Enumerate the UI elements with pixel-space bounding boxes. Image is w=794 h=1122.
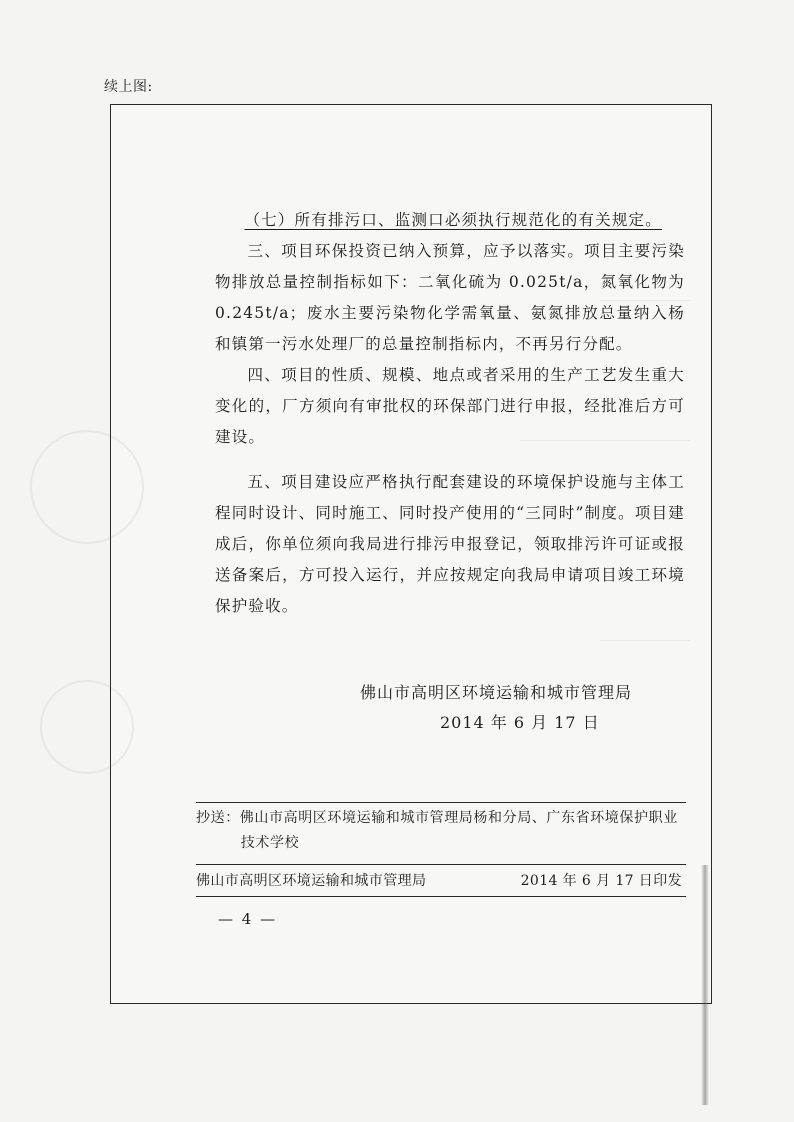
signature-date: 2014 年 6 月 17 日 <box>440 713 600 732</box>
bleed-line <box>600 640 690 641</box>
body-text <box>215 205 685 622</box>
page-caption: 续上图: <box>104 79 153 95</box>
issue-date: 2014 年 6 月 17 日印发 <box>520 873 682 889</box>
divider-middle <box>196 864 686 865</box>
issuer-organization: 佛山市高明区环境运输和城市管理局 <box>196 873 427 889</box>
copy-to-line-1: 抄送：佛山市高明区环境运输和城市管理局杨和分局、广东省环境保护职业 <box>196 810 678 826</box>
signature-organization: 佛山市高明区环境运输和城市管理局 <box>360 683 633 702</box>
ghost-stamp <box>40 680 134 774</box>
ghost-stamp <box>30 430 144 544</box>
divider-bottom <box>196 896 686 897</box>
page-number: — 4 — <box>218 910 278 928</box>
divider-top <box>196 802 686 803</box>
copy-to-block <box>196 806 686 856</box>
scan-edge-shadow <box>701 865 709 1105</box>
section-3-paragraph: 三、项目环保投资已纳入预算，应予以落实。项目主要污染物排放总量控制指标如下：二氧化硫为 0.025t/a，氮氧化物为 0.245t/a；废水主要污染物化学需氧量、氨氮排放总量纳入杨和镇第一污水处理厂的总量控制指标内，不再另行分配。 <box>215 242 685 353</box>
copy-to-line-2: 技术学校 <box>240 835 300 851</box>
item-7-paragraph: （七）所有排污口、监测口必须执行规范化的有关规定。 <box>244 211 662 229</box>
section-4-paragraph: 四、项目的性质、规模、地点或者采用的生产工艺发生重大变化的，厂方须向有审批权的环保部门进行申报，经批准后方可建设。 <box>215 366 685 446</box>
section-5-paragraph: 五、项目建设应严格执行配套建设的环境保护设施与主体工程同时设计、同时施工、同时投产使用的“三同时”制度。项目建成后，你单位须向我局进行排污申报登记，领取排污许可证或报送备案后，方可投入运行，并应按规定向我局申请项目竣工环境保护验收。 <box>215 473 685 615</box>
issuer-row <box>196 868 686 894</box>
signature-block <box>360 678 690 738</box>
